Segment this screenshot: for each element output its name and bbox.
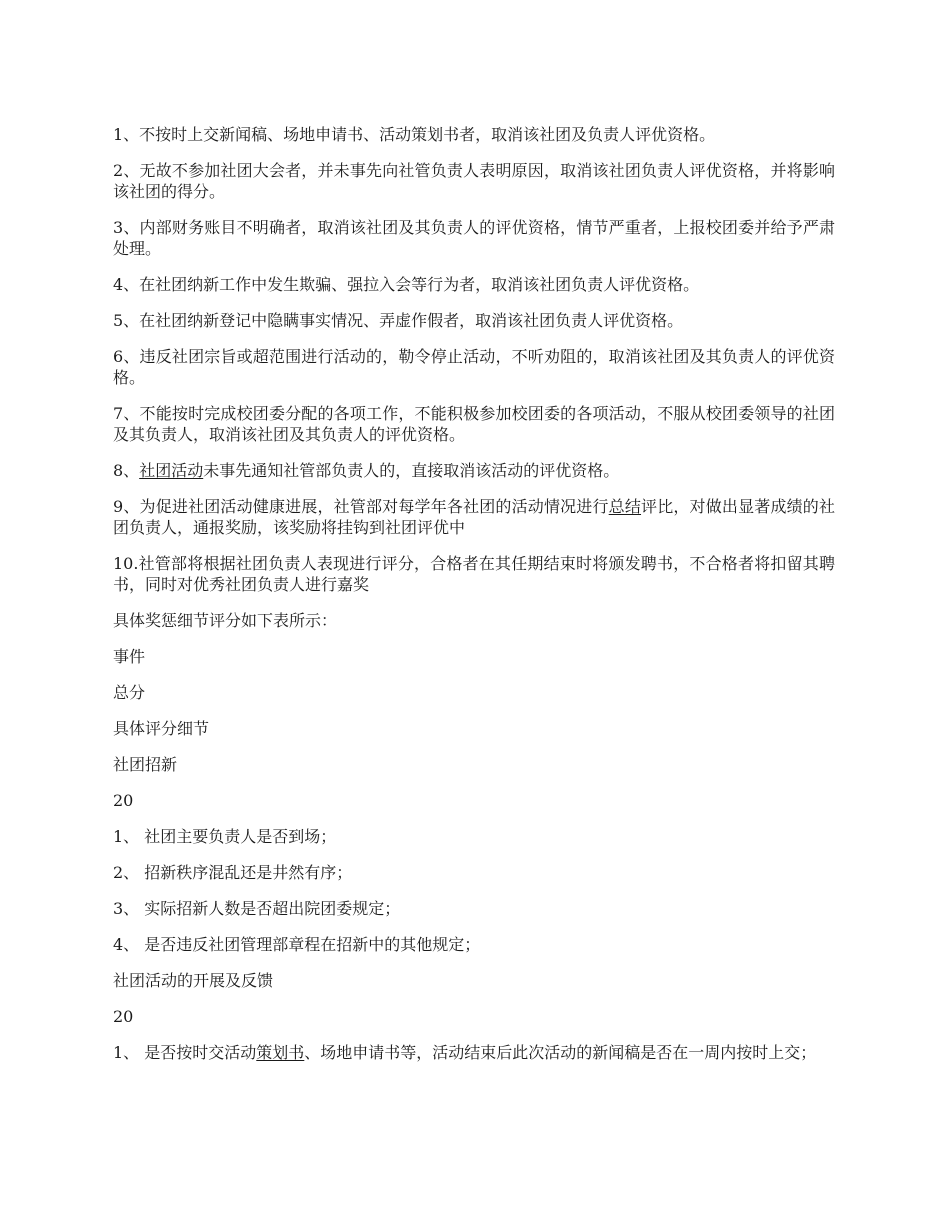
rule-9 bbox=[113, 496, 835, 538]
row-2-total: 20 bbox=[113, 1007, 134, 1026]
row-1-event: 社团招新 bbox=[113, 755, 178, 774]
rule-9-suffix: 评比，对做出显著成绩的社团负责人，通报奖励，该奖励将挂钩到社团评优中 bbox=[113, 497, 835, 537]
row-1-detail-4: 4、 是否违反社团管理部章程在招新中的其他规定； bbox=[113, 935, 481, 954]
rule-6: 6、违反社团宗旨或超范围进行活动的，勒令停止活动，不听劝阻的，取消该社团及其负责人的评优资格。 bbox=[113, 347, 835, 387]
row-1-detail-3: 3、 实际招新人数是否超出院团委规定； bbox=[113, 899, 401, 918]
rule-8 bbox=[113, 460, 835, 481]
row-2-event: 社团活动的开展及反馈 bbox=[113, 971, 274, 990]
plan-document-link[interactable]: 策划书 bbox=[256, 1043, 305, 1062]
table-header-event: 事件 bbox=[113, 647, 146, 666]
rule-9-prefix: 9、为促进社团活动健康进展，社管部对每学年各社团的活动情况进行 bbox=[113, 497, 609, 516]
table-intro: 具体奖惩细节评分如下表所示： bbox=[113, 611, 338, 630]
table-header-details: 具体评分细节 bbox=[113, 719, 210, 738]
rule-1: 1、不按时上交新闻稿、场地申请书、活动策划书者，取消该社团及负责人评优资格。 bbox=[113, 125, 716, 144]
rule-3: 3、内部财务账目不明确者，取消该社团及其负责人的评优资格，情节严重者，上报校团委并给予严肃处理。 bbox=[113, 218, 835, 258]
row-2-detail-1-prefix: 1、 是否按时交活动 bbox=[113, 1043, 257, 1062]
document-page bbox=[113, 124, 835, 1078]
rule-4: 4、在社团纳新工作中发生欺骗、强拉入会等行为者，取消该社团负责人评优资格。 bbox=[113, 275, 700, 294]
summary-link[interactable]: 总结 bbox=[608, 497, 642, 516]
rule-5: 5、在社团纳新登记中隐瞒事实情况、弄虚作假者，取消该社团负责人评优资格。 bbox=[113, 311, 684, 330]
rule-8-prefix: 8、 bbox=[113, 461, 140, 480]
rule-7: 7、不能按时完成校团委分配的各项工作，不能积极参加校团委的各项活动，不服从校团委领导的社团及其负责人，取消该社团及其负责人的评优资格。 bbox=[113, 404, 835, 444]
rule-8-suffix: 未事先通知社管部负责人的，直接取消该活动的评优资格。 bbox=[203, 461, 620, 480]
row-2-detail-1 bbox=[113, 1042, 835, 1063]
rule-2: 2、无故不参加社团大会者，并未事先向社管负责人表明原因，取消该社团负责人评优资格，并将影响该社团的得分。 bbox=[113, 161, 835, 201]
row-1-detail-2: 2、 招新秩序混乱还是井然有序； bbox=[113, 863, 353, 882]
row-1-detail-1: 1、 社团主要负责人是否到场； bbox=[113, 827, 337, 846]
row-1-total: 20 bbox=[113, 791, 134, 810]
row-2-detail-1-suffix: 、场地申请书等，活动结束后此次活动的新闻稿是否在一周内按时上交； bbox=[304, 1043, 817, 1062]
table-header-total: 总分 bbox=[113, 683, 146, 702]
rule-10: 10.社管部将根据社团负责人表现进行评分，合格者在其任期结束时将颁发聘书，不合格者将扣留其聘书，同时对优秀社团负责人进行嘉奖 bbox=[113, 554, 835, 594]
club-activity-link[interactable]: 社团活动 bbox=[139, 461, 204, 480]
